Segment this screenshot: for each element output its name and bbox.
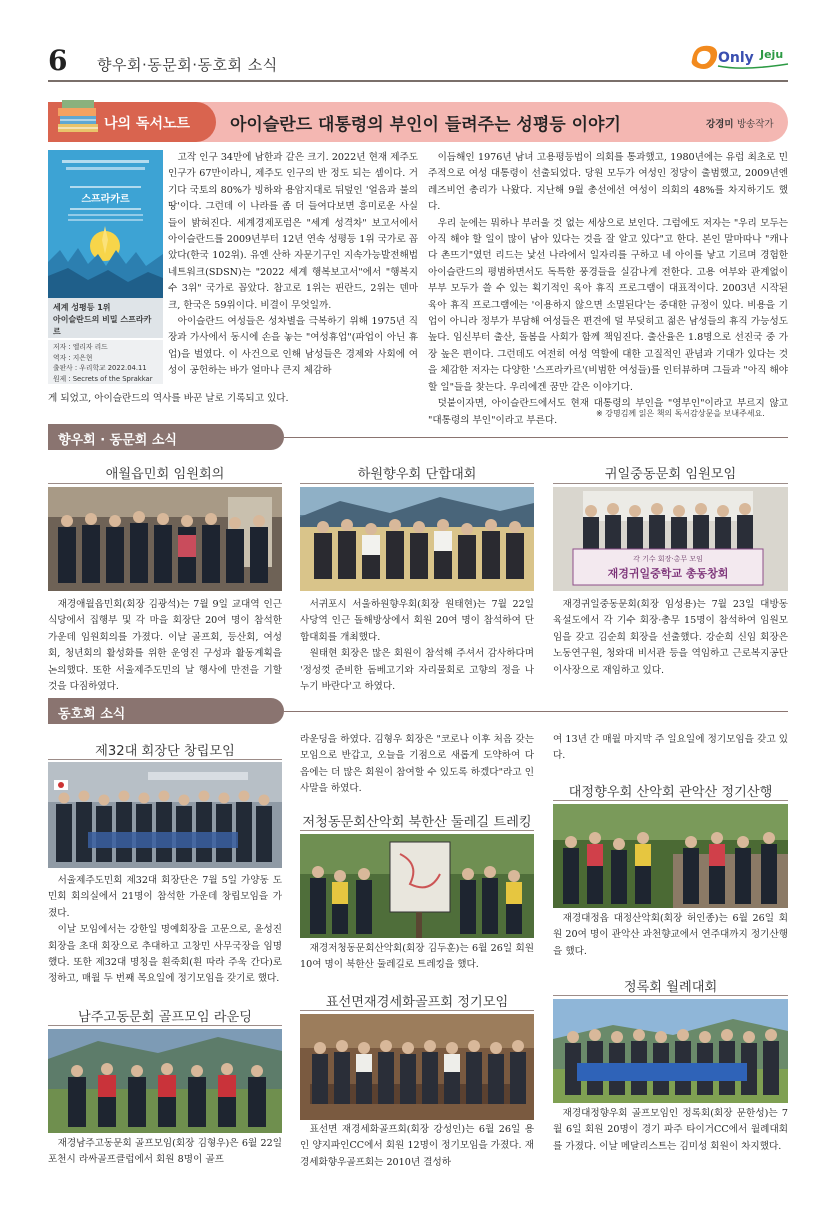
photo-aewol-meeting bbox=[48, 487, 282, 591]
article-title-pyoseon: 표선면재경세화골프회 정기모임 bbox=[325, 995, 509, 1010]
svg-text:재경귀일중학교 총동창회: 재경귀일중학교 총동창회 bbox=[607, 567, 729, 580]
photo-daejeong-hiking bbox=[553, 804, 788, 908]
title-rule bbox=[48, 483, 282, 484]
reading-column-1-end: 게 되었고, 아이슬란드의 역사를 바꾼 날로 기록되고 있다. bbox=[48, 393, 289, 404]
reading-column-1: 고작 인구 34만에 남한과 같은 크기. 2022년 현재 제주도 인구가 67만이라니, 제주도 인구의 반 정도 되는 셈이다. 거기다 국토의 80%가 빙하와 용암지대로 뒤덮인 '얼음과 불의 땅'이다. 그런데 이 나라를 좀 더 들여다보면 흥미로운 사실들이 밝혀진다. 세계경제포럼은 "세계 성격차" 보고서에서 아이슬란드를 2009년부터 12년 연속 성평등 1위 국가로 꼽았다(한국 102위). 유엔 산하 자문기구인 지속가능발전해법네트워크(SDSN)는 "2022 세계 행복보고서"에서 "행복지수 3위" 국가로 꼽았다. 참고로 1위는 핀란드, 2위는 덴마크, 한국은 59위이다. 비결이 무엇일까. 아이슬란드 여성들은 성차별을 극복하기 위해 1975년 직장과 가사에서 동시에 손을 놓는 "여성휴업"(파업이 아닌 휴업)을 벌였다. 이 사건으로 인해 남성들은 경제와 사회에 여성이 공헌하는 바가 얼마나 큰지 체감하 bbox=[168, 152, 418, 377]
section-label-clubs: 동호회 소식 bbox=[58, 707, 126, 722]
page-header-title: 향우회·동문회·동호회 소식 bbox=[97, 56, 278, 74]
book-meta: 저자 : 엘리자 리드 역자 : 지은현 출판사 : 우리학교 2022.04.11 원제 : Secrets of the Sprakkar bbox=[48, 340, 163, 384]
section-rule bbox=[284, 437, 788, 438]
book-caption: 세계 성평등 1위 아이슬란드의 비밀 스프라카르 bbox=[48, 298, 163, 338]
title-rule bbox=[48, 759, 282, 760]
photo-hawon-gathering bbox=[300, 487, 534, 591]
article-body-namju: 재경남주고동문회 골프모임(회장 김형우)은 6월 22일 포천시 라싸골프클럽에서 회원 8명이 골프 bbox=[48, 1138, 282, 1166]
section-rule bbox=[284, 711, 788, 712]
article-title-32nd: 제32대 회장단 창립모임 bbox=[95, 744, 235, 759]
article-body-aewol: 재경애월읍민회(회장 김광석)는 7월 9일 교대역 인근 식당에서 집행부 및 각 마을 회장단 20여 명이 참석한 가운데 임원회의를 가졌다. 이날 골프회, 등산회, 여성회, 청년회의 활성화를 위한 운영진 구성과 활동계획을 논의했다. 또한 서울제주도민의 날 행사에 만전을 기할 것을 다짐하였다. bbox=[48, 599, 282, 693]
title-rule bbox=[553, 800, 788, 801]
only-jeju-logo bbox=[688, 38, 798, 74]
article-body-gwiil: 재경귀일중동문회(회장 임성용)는 7월 23일 대방동 육설도에서 각 기수 회장·총무 15명이 참석하여 임원모임을 갖고 김순희 회장을 선출했다. 강순희 신임 회장은 노동연구원, 청와대 비서관 등을 역임하고 근로복지공단 이사장으로 재임하고 있다. bbox=[553, 599, 788, 676]
article-body-daejeong-hiking: 재경대정읍 대정산악회(회장 허인종)는 6월 26일 회원 20여 명이 관악산 과천향교에서 연주대까지 정기산행을 했다. bbox=[553, 913, 788, 957]
article-body-32nd: 서울제주도민회 제32대 회장단은 7월 5일 가양동 도민회 회의실에서 21명이 참석한 가운데 창립모임을 가졌다. 이날 모임에서는 강한일 명예회장을 고문으로, 윤성진 회장을 초대 회장으로 추대하고 고창민 사무국장을 임명했다. 또한 제32대 명칭을 흰죽회(흰 따라 주욱 간다)로 정하고, 매월 두 번째 목요일에 정기모임을 갖기로 했다. bbox=[48, 875, 282, 985]
photo-jeongrok-golf bbox=[553, 999, 788, 1103]
reading-author: 강경미 방송작가 bbox=[706, 119, 774, 130]
reading-column-2: 이듬해인 1976년 남녀 고용평등법이 의회를 통과했고, 1980년에는 유럽 최초로 민주적으로 여성 대통령이 선출되었다. 당원 모두가 여성인 정당이 출범했고, 2009년엔 레즈비언 총리가 나왔다. 지난해 9월 총선에선 여성이 의회의 48%를 차지하기도 했다. 우리 눈에는 뭐하나 부러울 것 없는 세상으로 보인다. 그럼에도 저자는 "우리 모두는 아직 해야 할 일이 많이 남아 있다는 것을 잘 알고 있다"고 한다. 본인 말마따나 "캐나다 촌뜨기"였던 리드는 낯선 나라에서 일자리를 구하고 네 아이를 낳고 기르며 경험한 아이슬란드의 평범하면서도 독특한 풍경들을 실감나게 전한다. 고용 여부와 관계없이 부부 모두가 쓸 수 있는 획기적인 육아 휴직 프로그램이 대표적이다. 2003년 시작된 육아 휴직 프로그램에는 '이용하지 않으면 소멸된다'는 중대한 규정이 있다. 비용을 기업이 아니라 정부가 부담해 여성들은 편견에 덜 부딪히고 젊은 남성들의 휴직 가능성도 높다. 임신부터 출산, 돌봄을 사회가 함께 책임진다. 출산율은 1.8명으로 선진국 중 가장 높은 편이다. 그런데도 여전히 여성 역할에 대한 고질적인 관념과 기대가 있다는 것을 체감한 저자는 다양한 '스프라카르'(비범한 여성들)를 인터뷰하며 그들과 "아직 해야 할 일"들을 찾는다. 우리에겐 꿈만 같은 이야기다. 덧붙이자면, 아이슬란드에서도 현재 대통령의 부인을 "영부인"이라고 부르지 않고 "대통령의 부인"이라고 부른다. bbox=[428, 152, 788, 426]
article-body-namju-continued: 라운딩을 하였다. 김형우 회장은 "코로나 이후 처음 갖는 모임으로 반갑고, 오늘을 기점으로 새롭게 도약하여 다음에는 더 많은 회원이 참여할 수 있도록 하겠다"라고 인사말을 하였다. bbox=[300, 734, 534, 795]
section-label-hometown: 향우회 · 동문회 소식 bbox=[58, 433, 177, 448]
reading-note: ※ 강명김께 읽은 책의 독서감상문을 보내주세요. bbox=[596, 409, 765, 418]
photo-pyoseon-golf bbox=[300, 1014, 534, 1120]
title-rule bbox=[553, 995, 788, 996]
photo-gwiil-meeting bbox=[553, 487, 788, 591]
article-title-jeongrok: 정록회 월례대회 bbox=[623, 980, 718, 995]
books-icon bbox=[56, 94, 100, 138]
title-rule bbox=[48, 1025, 282, 1026]
article-title-jeocheong: 저청동문회산악회 북한산 둘레길 트레킹 bbox=[302, 815, 532, 830]
article-title-daejeong-hiking: 대정향우회 산악회 관악산 정기산행 bbox=[568, 785, 773, 800]
svg-text:Only: Only bbox=[718, 50, 754, 66]
article-title-hawon: 하원향우회 단합대회 bbox=[357, 467, 477, 482]
article-body-jeocheong: 재경저청동문회산악회(회장 김두훈)는 6월 26일 회원 10여 명이 북한산 둘레길로 트레킹을 했다. bbox=[300, 943, 534, 971]
title-rule bbox=[553, 483, 788, 484]
article-title-gwiil: 귀일중동문회 임원모임 bbox=[604, 467, 737, 482]
article-title-namju: 남주고동문회 골프모임 라운딩 bbox=[78, 1010, 252, 1025]
title-rule bbox=[300, 830, 534, 831]
article-body-pyoseon-continued: 여 13년 간 매월 마지막 주 일요일에 정기모임을 갖고 있다. bbox=[553, 734, 788, 762]
page-number: 6 bbox=[48, 44, 68, 77]
article-title-aewol: 애월읍민회 임원회의 bbox=[105, 467, 225, 482]
header-rule bbox=[48, 80, 788, 82]
svg-text:스프라카르: 스프라카르 bbox=[81, 194, 130, 205]
title-rule bbox=[300, 1010, 534, 1011]
photo-32nd-inaugural bbox=[48, 762, 282, 868]
article-body-hawon: 서귀포시 서울하원향우회(회장 원태현)는 7월 22일 사당역 인근 돌해방상에서 회원 20여 명이 참석하여 단합대회를 개최했다. 원태현 회장은 많은 회원이 참석해 주셔서 감사하다며 '정성껏 준비한 돔베고기와 자리물회로 고향의 정을 나누기 바란다'고 하였다. bbox=[300, 599, 534, 693]
title-rule bbox=[300, 483, 534, 484]
photo-jeocheong-trekking bbox=[300, 834, 534, 938]
book-cover-image bbox=[48, 150, 163, 298]
reading-title: 아이슬란드 대통령의 부인이 들려주는 성평등 이야기 bbox=[230, 115, 621, 135]
article-body-jeongrok: 재경대정향우회 골프모임인 정록회(회장 문한성)는 7월 6일 회원 20명이 경기 파주 타이거CC에서 월례대회를 가졌다. 이날 메달리스트는 김미성 회원이 차지했다. bbox=[553, 1108, 788, 1152]
svg-text:각 기수 회장·총무 모임: 각 기수 회장·총무 모임 bbox=[633, 555, 703, 563]
photo-namju-golf bbox=[48, 1029, 282, 1133]
article-body-pyoseon: 표선면 재경세화골프회(회장 강성인)는 6월 26일 용인 양지파인CC에서 회원 12명이 정기모임을 가졌다. 재경세화향우골프회는 2010년 결성하 bbox=[300, 1124, 534, 1168]
svg-text:Jeju: Jeju bbox=[760, 48, 784, 61]
reading-tag-label: 나의 독서노트 bbox=[104, 116, 191, 132]
